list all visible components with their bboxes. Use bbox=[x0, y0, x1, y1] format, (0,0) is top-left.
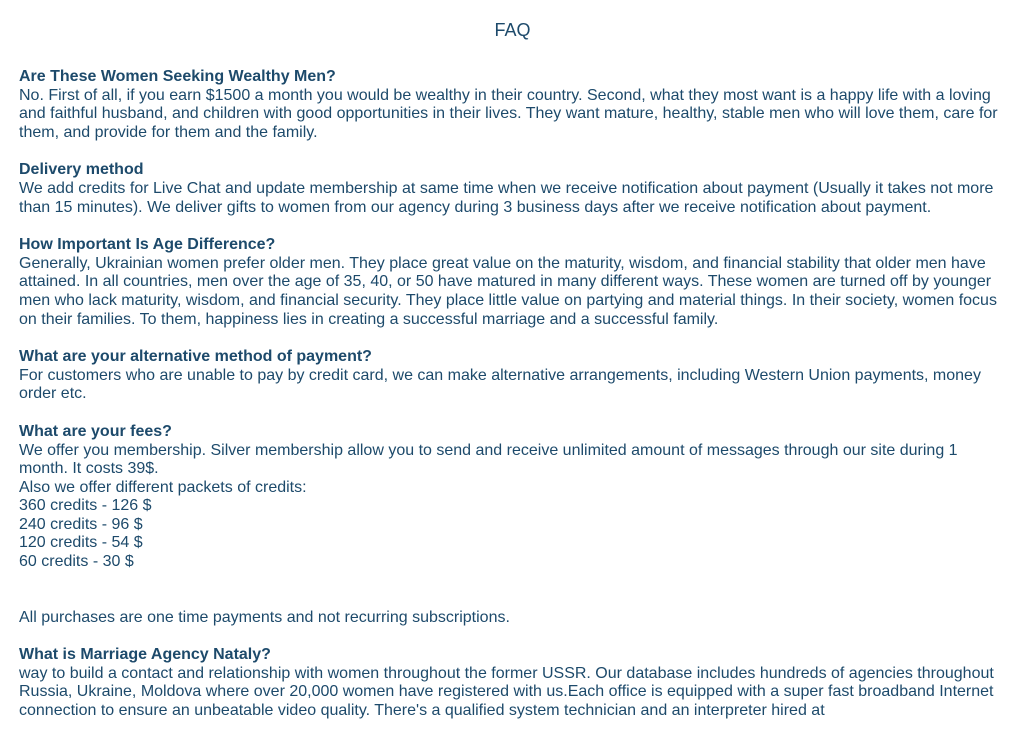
credit-packet: 360 credits - 126 $ bbox=[19, 497, 152, 515]
credit-packet: 60 credits - 30 $ bbox=[19, 553, 134, 571]
faq-question: What are your alternative method of payment? bbox=[19, 348, 372, 366]
credit-packet: 120 credits - 54 $ bbox=[19, 534, 143, 552]
faq-question: Are These Women Seeking Wealthy Men? bbox=[19, 68, 336, 85]
faq-question: Delivery method bbox=[19, 161, 144, 179]
spacer bbox=[19, 572, 1006, 609]
faq-answer: For customers who are unable to pay by credit card, we can make alternative arrangements, including Western Union payments, money order etc. bbox=[19, 366, 981, 403]
faq-item bbox=[19, 646, 1006, 720]
payment-note: All purchases are one time payments and not recurring subscriptions. bbox=[19, 608, 510, 626]
faq-item bbox=[19, 161, 1006, 217]
page-title: FAQ bbox=[494, 20, 531, 40]
faq-question: What is Marriage Agency Nataly? bbox=[19, 646, 271, 664]
faq-answer: Generally, Ukrainian women prefer older men. They place great value on the maturity, wisdom, and financial stability that older men have attained. In all countries, men over the age of 35, 40, or 50 have matured in many different ways. These women are turned off by younger men who lack maturity, wisdom, and financial security. They place little value on partying and material things. In their society, women focus on their families. To them, happiness lies in creating a successful marriage and a successful family. bbox=[19, 254, 997, 328]
faq-item bbox=[19, 348, 1006, 404]
faq-answer: way to build a contact and relationship with women throughout the former USSR. Our database includes hundreds of agencies throughout Russia, Ukraine, Moldova where over 20,000 women have registered with us.Each office is equipped with a super fast broadband Internet connection to ensure an unbeatable video quality. There's a qualified system technician and an interpreter hired at bbox=[19, 664, 994, 720]
faq-answer: We add credits for Live Chat and update membership at same time when we receive notification about payment (Usually it takes not more than 15 minutes). We deliver gifts to women from our agency during 3 business days after we receive notification about payment. bbox=[19, 179, 994, 216]
faq-question: What are your fees? bbox=[19, 422, 172, 440]
faq-item bbox=[19, 236, 1006, 329]
faq-answer: We offer you membership. Silver membership allow you to send and receive unlimited amount of messages through our site during 1 month. It costs 39$. bbox=[19, 441, 958, 478]
credit-packet: 240 credits - 96 $ bbox=[19, 515, 143, 533]
faq-answer: No. First of all, if you earn $1500 a month you would be wealthy in their country. Second, what they most want is a happy life with a loving and faithful husband, and children with good opportunities in their lives. They want mature, healthy, stable men who will love them, care for them, and provide for them and the family. bbox=[19, 86, 998, 141]
credit-packets-intro: Also we offer different packets of credits: bbox=[19, 478, 307, 496]
faq-question: How Important Is Age Difference? bbox=[19, 236, 276, 254]
faq-item bbox=[19, 68, 1006, 142]
faq-item-fees bbox=[19, 423, 1006, 572]
